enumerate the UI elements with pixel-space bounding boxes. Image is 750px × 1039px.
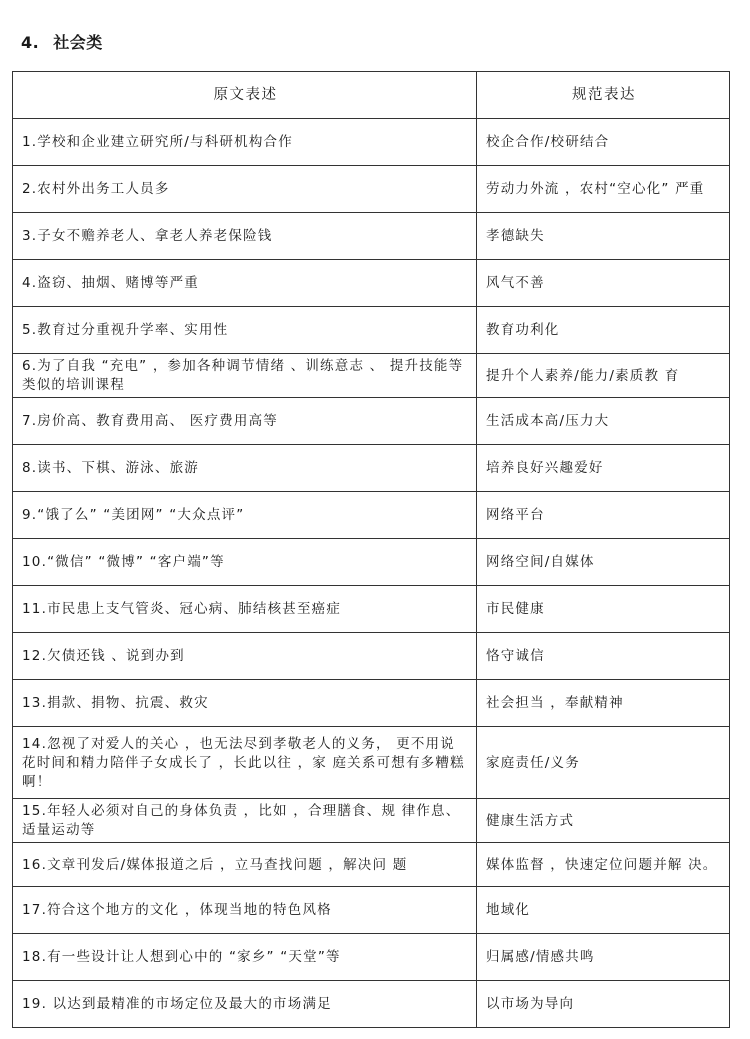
table-row	[13, 119, 730, 166]
table-row	[13, 539, 730, 586]
cell-original: 6.为了自我 “充电” ，参加各种调节情绪 、训练意志 、 提升技能等类似的培训课程	[13, 354, 477, 398]
header-standard: 规范表达	[477, 72, 730, 119]
table-row	[13, 166, 730, 213]
cell-standard: 归属感/情感共鸣	[477, 934, 730, 981]
cell-standard: 网络空间/自媒体	[477, 539, 730, 586]
cell-original: 2.农村外出务工人员多	[13, 166, 477, 213]
cell-original: 15.年轻人必须对自己的身体负责 ，比如 ，合理膳食、规 律作息、适量运动等	[13, 799, 477, 843]
expression-table	[12, 71, 730, 1028]
cell-standard: 劳动力外流 ，农村“空心化” 严重	[477, 166, 730, 213]
section-number: 4.	[21, 33, 40, 52]
table-row	[13, 727, 730, 799]
cell-standard: 提升个人素养/能力/素质教 育	[477, 354, 730, 398]
cell-original: 14.忽视了对爱人的关心 ，也无法尽到孝敬老人的义务， 更不用说花时间和精力陪伴子女成长了 ，长此以往 ，家 庭关系可想有多糟糕啊！	[13, 727, 477, 799]
cell-standard: 风气不善	[477, 260, 730, 307]
cell-original: 3.子女不赡养老人、拿老人养老保险钱	[13, 213, 477, 260]
cell-standard: 孝德缺失	[477, 213, 730, 260]
table-row	[13, 492, 730, 539]
cell-original: 12.欠债还钱 、说到办到	[13, 633, 477, 680]
cell-original: 11.市民患上支气管炎、冠心病、肺结核甚至癌症	[13, 586, 477, 633]
cell-original: 1.学校和企业建立研究所/与科研机构合作	[13, 119, 477, 166]
cell-original: 7.房价高、教育费用高、 医疗费用高等	[13, 398, 477, 445]
table-row	[13, 843, 730, 887]
table-row	[13, 213, 730, 260]
cell-standard: 家庭责任/义务	[477, 727, 730, 799]
table-row	[13, 680, 730, 727]
cell-standard: 恪守诚信	[477, 633, 730, 680]
cell-standard: 市民健康	[477, 586, 730, 633]
table-header-row	[13, 72, 730, 119]
table-row	[13, 981, 730, 1028]
cell-original: 18.有一些设计让人想到心中的 “家乡” “天堂”等	[13, 934, 477, 981]
cell-standard: 网络平台	[477, 492, 730, 539]
cell-standard: 校企合作/校研结合	[477, 119, 730, 166]
cell-standard: 生活成本高/压力大	[477, 398, 730, 445]
table-row	[13, 887, 730, 934]
header-original: 原文表述	[13, 72, 477, 119]
table-row	[13, 445, 730, 492]
cell-original: 13.捐款、捐物、抗震、救灾	[13, 680, 477, 727]
cell-standard: 社会担当 ，奉献精神	[477, 680, 730, 727]
cell-original: 19. 以达到最精准的市场定位及最大的市场满足	[13, 981, 477, 1028]
cell-original: 9.“饿了么” “美团网” “大众点评”	[13, 492, 477, 539]
section-title: 社会类	[53, 33, 103, 52]
cell-original: 8.读书、下棋、游泳、旅游	[13, 445, 477, 492]
section-heading	[21, 30, 103, 53]
table-row	[13, 398, 730, 445]
table-row	[13, 307, 730, 354]
table-row	[13, 799, 730, 843]
table-row	[13, 934, 730, 981]
cell-standard: 健康生活方式	[477, 799, 730, 843]
table-row	[13, 633, 730, 680]
table-row	[13, 586, 730, 633]
cell-original: 10.“微信” “微博” “客户端”等	[13, 539, 477, 586]
table-row	[13, 260, 730, 307]
cell-original: 17.符合这个地方的文化 ，体现当地的特色风格	[13, 887, 477, 934]
cell-standard: 教育功利化	[477, 307, 730, 354]
cell-original: 16.文章刊发后/媒体报道之后 ，立马查找问题 ，解决问 题	[13, 843, 477, 887]
cell-original: 4.盗窃、抽烟、赌博等严重	[13, 260, 477, 307]
table-row	[13, 354, 730, 398]
cell-standard: 以市场为导向	[477, 981, 730, 1028]
cell-standard: 媒体监督 ，快速定位问题并解 决。	[477, 843, 730, 887]
cell-standard: 地域化	[477, 887, 730, 934]
cell-standard: 培养良好兴趣爱好	[477, 445, 730, 492]
cell-original: 5.教育过分重视升学率、实用性	[13, 307, 477, 354]
